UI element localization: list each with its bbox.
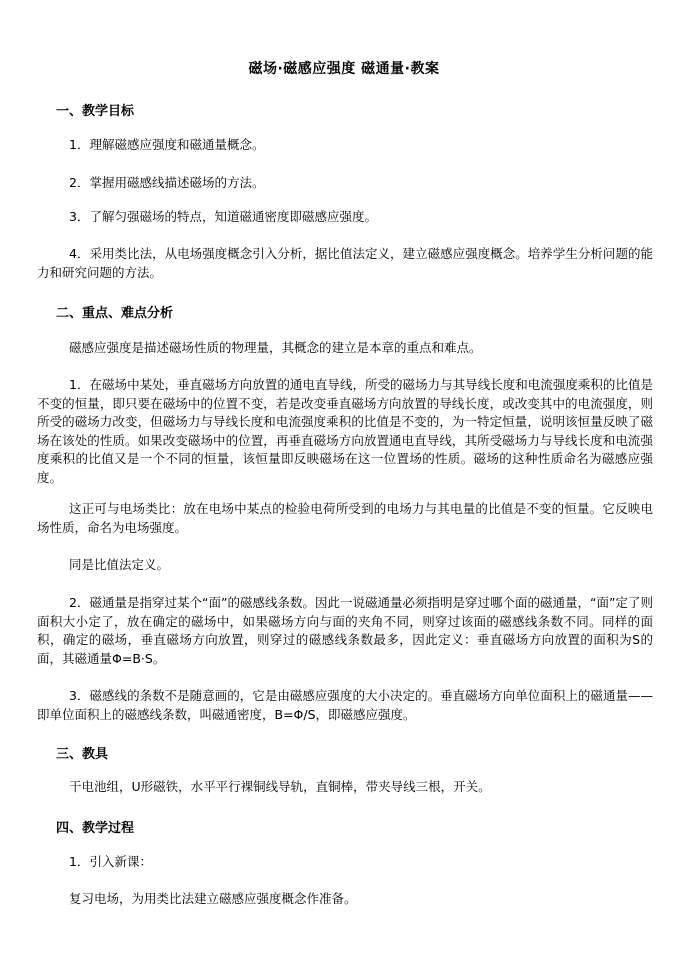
paragraph: 磁感应强度是描述磁场性质的物理量，其概念的建立是本章的重点和难点。 — [69, 340, 482, 355]
paragraph: 1．引入新课： — [69, 854, 152, 869]
paragraph: 3．磁感线的条数不是随意画的，它是由磁感应强度的大小决定的。垂直磁场方向单位面积上的磁通量——即单位面积上的磁感线条数，叫磁通密度，B=Φ/S，即磁感应强度。 — [37, 688, 653, 722]
paragraph: 2．掌握用磁感线描述磁场的方法。 — [69, 175, 265, 190]
paragraph: 复习电场，为用类比法建立磁感应强度概念作准备。 — [69, 891, 357, 906]
page-title: 磁场·磁感应强度 磁通量·教案 — [248, 61, 440, 77]
paragraph: 3．了解匀强磁场的特点，知道磁通密度即磁感应强度。 — [69, 209, 377, 224]
section-heading-key-points: 二、重点、难点分析 — [56, 306, 174, 321]
paragraph: 同是比值法定义。 — [69, 557, 170, 572]
section-heading-objectives: 一、教学目标 — [56, 104, 135, 119]
paragraph: 这正可与电场类比：放在电场中某点的检验电荷所受到的电场力与其电量的比值是不变的恒量。它反映电场性质，命名为电场强度。 — [37, 501, 653, 535]
paragraph: 干电池组，U形磁铁，水平平行裸铜线导轨，直铜棒，带夹导线三根，开关。 — [69, 779, 491, 794]
section-heading-equipment: 三、教具 — [56, 747, 109, 762]
section-heading-teaching-process: 四、教学过程 — [56, 821, 135, 836]
paragraph: 4．采用类比法，从电场强度概念引入分析，据比值法定义，建立磁感应强度概念。培养学生分析问题的能力和研究问题的方法。 — [37, 246, 653, 280]
paragraph: 2．磁通量是指穿过某个“面”的磁感线条数。因此一说磁通量必须指明是穿过哪个面的磁通量，“面”定了则面积大小定了，放在确定的磁场中，如果磁场方向与面的夹角不同，则穿过该面的磁感线条数不同。同样的面积，确定的磁场，垂直磁场方向放置，则穿过的磁感线条数最多，因此定义：垂直磁场方向放置的面积为S的面，其磁通量Φ=B·S。 — [37, 595, 653, 666]
paragraph: 1．在磁场中某处，垂直磁场方向放置的通电直导线，所受的磁场力与其导线长度和电流强度乘积的比值是不变的恒量，即只要在磁场中的位置不变，若是改变垂直磁场方向放置的导线长度，或改变其中的电流强度，则所受的磁场力改变，但磁场力与导线长度和电流强度乘积的比值是不变的，为一特定恒量，说明该恒量反映了磁场在该处的性质。如果改变磁场中的位置，再垂直磁场方向放置通电直导线，其所受磁场力与导线长度和电流强度乘积的比值又是一个不同的恒量，该恒量即反映磁场在这一位置场的性质。磁场的这种性质命名为磁感应强度。 — [37, 377, 653, 485]
paragraph: 1．理解磁感应强度和磁通量概念。 — [69, 137, 265, 152]
